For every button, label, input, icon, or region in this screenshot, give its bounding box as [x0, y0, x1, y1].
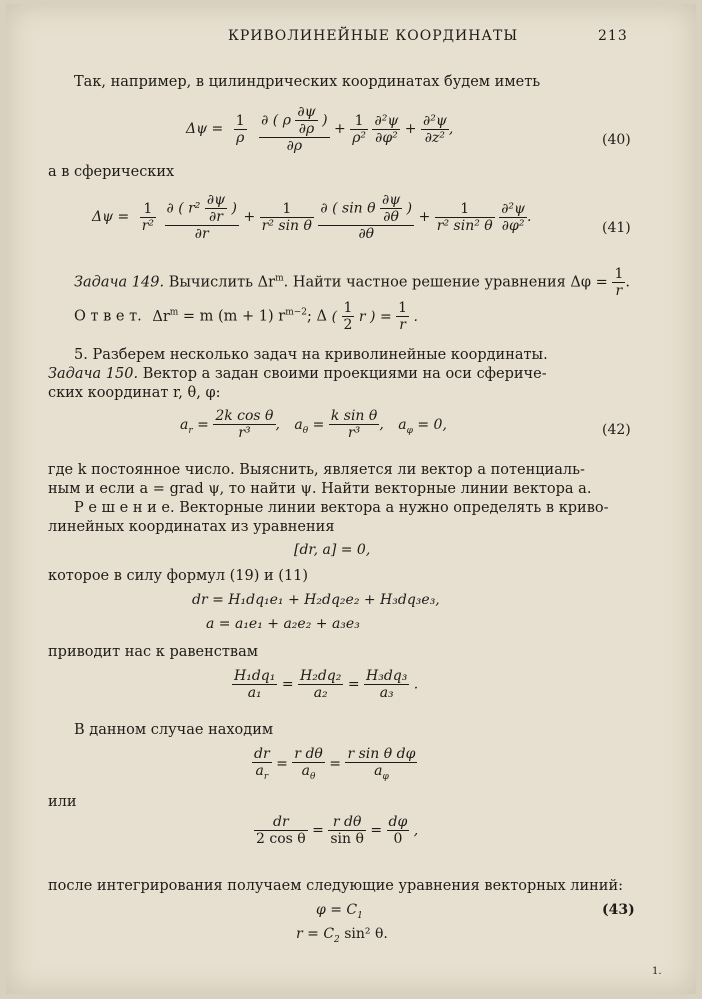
- eq-43-line1: $\varphi = C_1$: [316, 902, 363, 921]
- intro-spherical: а в сферических: [48, 164, 175, 180]
- equation-40: Δψ = $\frac{1}{\rho}$ ∂ ( ρ $\frac{\partial\psi}{\partial\rho}$ ) ∂ρ + $\frac{1}{\text{ρ²}}$ $\frac{\text{∂²ψ}}{\text{∂φ²}}$ + $\frac{\text{∂²ψ}}{\text{∂z²}}$ ,: [186, 104, 454, 154]
- solution-line1: Р е ш е н и е. Векторные линии вектора а нужно определять в криво-: [74, 500, 609, 516]
- task-149-label: Задача 149.: [74, 274, 165, 291]
- after-integration: после интегрирования получаем следующие уравнения векторных линий:: [48, 878, 624, 894]
- eq-43-label: (43): [602, 902, 635, 918]
- which-line: которое в силу формул (19) и (11): [48, 568, 309, 584]
- solution-line2: линейных координатах из уравнения: [48, 519, 335, 535]
- ratio-equation-1: $\frac{\text{H₁dq₁}}{\text{a₁}}$ = $\frac{\text{H₂dq₂}}{\text{a₂}}$ = $\frac{\text{H₃dq₃}}{\text{a₃}}$ .: [234, 668, 419, 701]
- item-5: 5. Разберем несколько задач на криволинейные координаты.: [74, 347, 548, 363]
- ratio-equation-2: $\frac{dr}{a_r}$ = $\frac{\text{r dθ}}{a_\theta}$ = $\frac{\text{r sin θ dφ}}{a_\varphi}$: [254, 746, 416, 782]
- eq-40-label: (40): [602, 132, 631, 148]
- dr-equation: dr = H₁dq₁e₁ + H₂dq₂e₂ + H₃dq₃e₃,: [192, 592, 440, 608]
- task-150-line1: Задача 150. Вектор а задан своими проекциями на оси сфериче-: [48, 366, 547, 382]
- book-page: [6, 4, 696, 994]
- footer-mark: 1.: [652, 966, 662, 977]
- answer-label: О т в е т.: [74, 308, 142, 325]
- intro-cylindrical: Так, например, в цилиндрических координатах будем иметь: [74, 74, 541, 90]
- where-line2: ным и если а = grad ψ, то найти ψ. Найти векторные линии вектора а.: [48, 481, 592, 497]
- page-number: 213: [598, 28, 628, 44]
- a-equation: a = a₁e₁ + a₂e₂ + a₃e₃: [206, 616, 360, 632]
- ratio-equation-3: $\frac{dr}{\text{2 cos θ}}$ = $\frac{\text{r dθ}}{\text{sin θ}}$ = $\frac{d\varphi}{0}$ ,: [256, 814, 419, 847]
- eq-42-label: (42): [602, 422, 631, 438]
- task-150-line2: ских координат r, θ, φ:: [48, 385, 221, 401]
- where-line1: где k постоянное число. Выяснить, является ли вектор а потенциаль-: [48, 462, 585, 478]
- running-head: КРИВОЛИНЕЙНЫЕ КООРДИНАТЫ: [228, 28, 519, 44]
- or-line: или: [48, 794, 77, 810]
- leads-line: приводит нас к равенствам: [48, 644, 259, 660]
- answer-149: О т в е т. $\Delta r^m = m$ (m + 1) $r^{m-2}$; Δ ( $\frac{1}{2}$ r ) = $\frac{1}{r}$ .: [74, 300, 418, 333]
- eq-43-line2: $r = C_2$ sin² θ.: [296, 926, 388, 945]
- equation-42: $a_r$ = $\frac{\text{2k cos θ}}{\text{r³}}$ , $a_\theta$ = $\frac{\text{k sin θ}}{\text{r³}}$ , $a_\varphi = 0$,: [180, 408, 447, 441]
- task-149: Задача 149. Вычислить $\Delta r^m$. Найти частное решение уравнения Δφ = $\frac{1}{r}$ .: [74, 266, 630, 299]
- given-case: В данном случае находим: [74, 722, 274, 738]
- eq-41-label: (41): [602, 220, 631, 236]
- cross-product-equation: [dr, a] = 0,: [294, 542, 371, 558]
- equation-41: Δψ = $\frac{1}{\text{r²}}$ ∂ ( r² $\frac{\partial\psi}{\partial r}$ ) ∂r + $\frac{1}{\text{r² sin θ}}$ ∂ ( sin θ $\frac{\partial\psi}{\partial\theta}$ ) ∂θ + $\frac{1}{\text{r² sin² θ}}$ $\frac{\text{∂²ψ}}{\text{∂φ²}}$ .: [92, 192, 532, 242]
